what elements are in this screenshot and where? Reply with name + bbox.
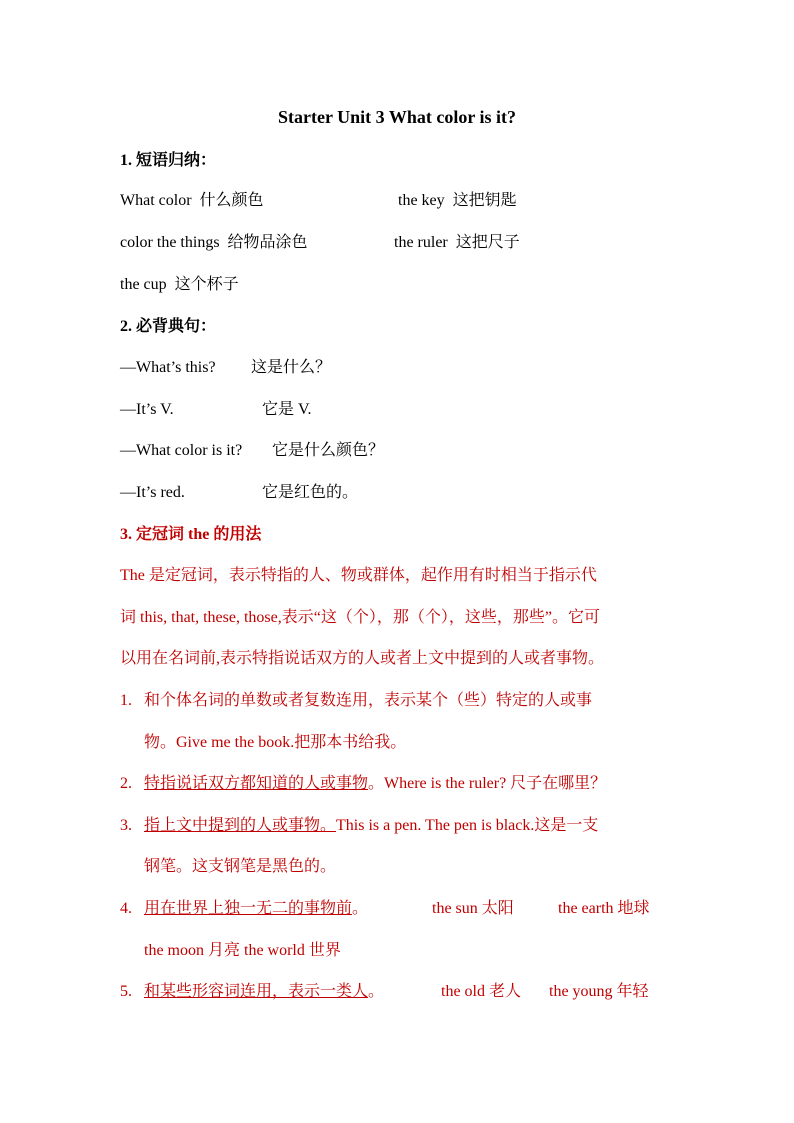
item-rule: 用在世界上独一无二的事物前 xyxy=(144,900,353,917)
phrase-row xyxy=(398,190,794,212)
section1-heading: 1. 短语归纳： xyxy=(120,152,217,169)
example: the sun 太阳 xyxy=(432,900,514,917)
list-item xyxy=(144,815,794,837)
phrase-zh: 这把尺子 xyxy=(455,234,520,251)
phrase-zh: 这个杯子 xyxy=(174,276,239,293)
item-rule: 指上文中提到的人或事物。 xyxy=(144,817,337,834)
phrase-en: What color xyxy=(120,192,192,209)
item-text: 。Where is the ruler? 尺子在哪里？ xyxy=(368,775,607,792)
section2-heading: 2. 必背典句： xyxy=(120,318,217,335)
phrase-zh: 这把钥匙 xyxy=(452,192,517,209)
phrase-en: the key xyxy=(398,192,445,209)
phrase-zh: 什么颜色 xyxy=(199,192,264,209)
phrase-row xyxy=(394,232,794,254)
phrase-en: the ruler xyxy=(394,234,448,251)
sentence-en: —It’s V. xyxy=(120,401,174,418)
item-text: 和个体名词的单数或者复数连用，表示某个（些）特定的人或事 xyxy=(144,692,593,709)
phrase-zh: 给物品涂色 xyxy=(227,234,308,251)
example: the earth 地球 xyxy=(558,900,650,917)
intro-line: The 是定冠词，表示特指的人、物或群体，起作用有时相当于指示代 xyxy=(120,567,597,584)
section3-heading: 3. 定冠词 the 的用法 xyxy=(120,526,262,543)
item-number: 2. xyxy=(120,775,132,792)
phrase-en: color the things xyxy=(120,234,220,251)
phrase-row xyxy=(120,274,794,296)
sentence-en: —What color is it? xyxy=(120,442,243,459)
intro-line: 以用在名词前,表示特指说话双方的人或者上文中提到的人或者事物。 xyxy=(120,650,605,667)
item-number: 4. xyxy=(120,900,132,917)
item-number: 1. xyxy=(120,692,132,709)
item-text: 。 xyxy=(352,900,369,917)
item-number: 5. xyxy=(120,983,132,1000)
phrase-en: the cup xyxy=(120,276,167,293)
intro-line: 词 this, that, these, those,表示“这（个），那（个），这些，那些”。它可 xyxy=(120,609,600,626)
sentence-en: —It’s red. xyxy=(120,484,185,501)
item-text: 物。Give me the book.把那本书给我。 xyxy=(144,734,407,751)
sentence-en: —What’s this? xyxy=(120,359,216,376)
sentence-zh: 它是红色的。 xyxy=(262,484,359,501)
item-number: 3. xyxy=(120,817,132,834)
sentence-zh: 它是 V. xyxy=(262,401,312,418)
page-title: Starter Unit 3 What color is it? xyxy=(278,107,516,127)
item-text: 钢笔。这支钢笔是黑色的。 xyxy=(144,858,337,875)
item-rule: 和某些形容词连用，表示一类人 xyxy=(144,983,369,1000)
sentence-zh: 这是什么？ xyxy=(251,359,332,376)
example: the old 老人 xyxy=(441,983,521,1000)
list-item xyxy=(144,773,794,795)
item-text: This is a pen. The pen is black.这是一支 xyxy=(336,817,599,834)
sentence-zh: 它是什么颜色？ xyxy=(272,442,385,459)
example: the young 年轻 xyxy=(549,983,649,1000)
item-text: the moon 月亮 the world 世界 xyxy=(144,942,341,959)
item-rule: 特指说话双方都知道的人或事物 xyxy=(144,775,369,792)
item-text: 。 xyxy=(368,983,385,1000)
